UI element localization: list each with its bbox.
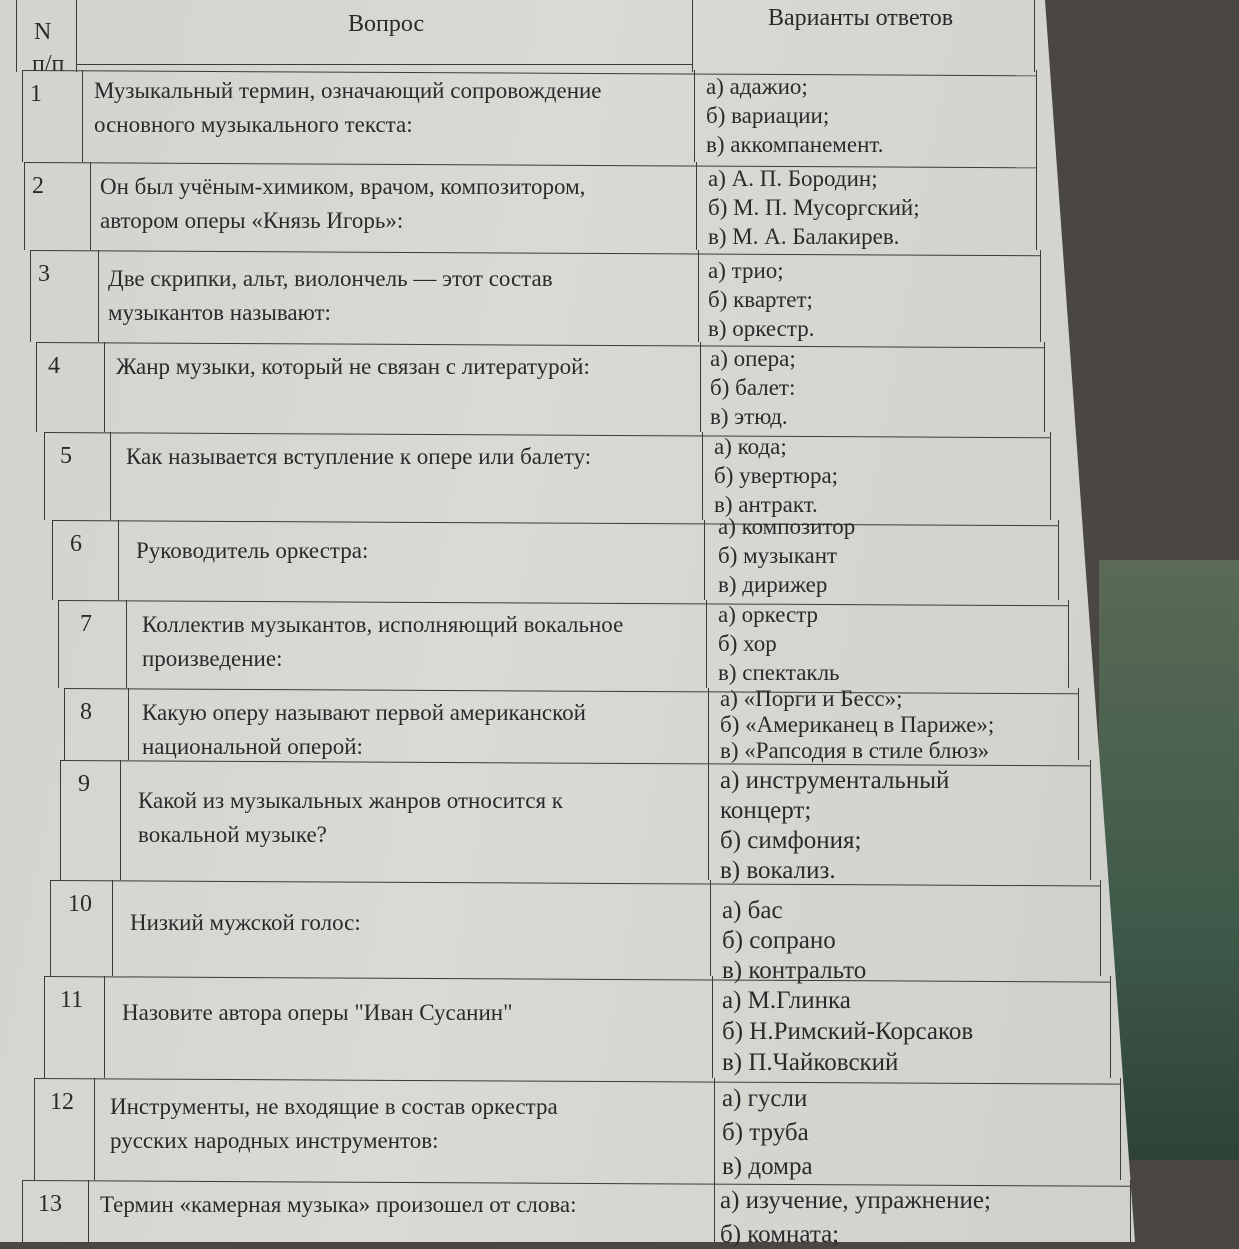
answer-option: в) П.Чайковский: [722, 1049, 899, 1076]
left-border: [36, 342, 37, 432]
col-divider-1: [110, 432, 111, 520]
left-border: [64, 688, 65, 760]
right-border: [1036, 162, 1037, 250]
answer-option: в) М. А. Балакирев.: [708, 224, 900, 249]
answer-option: а) гусли: [722, 1085, 808, 1112]
row-number: 13: [38, 1191, 62, 1217]
col-divider-1: [82, 70, 83, 162]
answer-option: б) М. П. Мусоргский;: [708, 195, 920, 220]
col-divider-2: [700, 342, 701, 432]
left-border: [58, 600, 59, 688]
col-divider-1: [120, 760, 121, 880]
row-rule: [24, 162, 1036, 168]
row-rule: [44, 432, 1050, 438]
left-border: [16, 0, 17, 72]
answer-option: а) кода;: [714, 434, 787, 459]
row-number: 10: [68, 891, 92, 917]
row-number: 6: [70, 531, 82, 557]
row-number: 9: [78, 771, 90, 797]
row-number: 3: [38, 261, 50, 287]
answer-option: б) балет:: [710, 375, 796, 400]
col-divider-1: [94, 1078, 95, 1180]
col-divider-1: [112, 880, 113, 976]
answer-option: б) «Американец в Париже»;: [720, 712, 995, 737]
col-divider-2: [704, 520, 705, 600]
answer-option: б) увертюра;: [714, 463, 839, 488]
question-text: Музыкальный термин, означающий сопровождение основного музыкального текста:: [94, 78, 602, 137]
row-rule: [36, 342, 1044, 348]
answer-option: в) этюд.: [710, 404, 788, 429]
answer-option: б) симфония;: [720, 827, 862, 854]
answer-option: в) контральто: [722, 957, 867, 984]
right-border: [1078, 688, 1079, 760]
question-text: Назовите автора оперы "Иван Сусанин": [122, 1000, 513, 1025]
answer-option: а) А. П. Бородин;: [708, 166, 878, 191]
question-text: Какой из музыкальных жанров относится к вокальной музыке?: [138, 788, 563, 847]
answer-option: в) аккомпанемент.: [706, 132, 884, 157]
col-divider-2: [712, 976, 713, 1078]
answer-option: в) спектакль: [718, 660, 840, 685]
col-divider-1: [128, 688, 129, 760]
left-border: [24, 162, 25, 250]
col-divider-1: [90, 162, 91, 250]
answer-option: а) адажио;: [706, 74, 808, 99]
question-text: Коллектив музыкантов, исполняющий вокальное произведение:: [142, 612, 624, 671]
right-border: [1044, 342, 1045, 432]
right-border: [1058, 520, 1059, 600]
row-number: 8: [80, 699, 92, 725]
col-divider-1: [98, 250, 99, 342]
answer-option: а) трио;: [708, 258, 784, 283]
col-divider-2: [696, 162, 697, 250]
left-border: [60, 760, 61, 880]
row-rule: [44, 976, 1110, 983]
question-text: Как называется вступление к опере или балету:: [126, 444, 592, 469]
col-divider-1: [88, 1180, 89, 1242]
right-border: [1050, 432, 1051, 520]
row-number: 7: [80, 611, 92, 637]
answer-option: в) оркестр.: [708, 316, 815, 341]
question-text: Две скрипки, альт, виолончель — этот состав музыкантов называют:: [108, 266, 553, 325]
left-border: [30, 250, 31, 342]
answer-option: б) труба: [722, 1119, 809, 1146]
left-border: [44, 432, 45, 520]
answer-option: а) бас: [722, 897, 783, 924]
answer-option: а) «Порги и Бесс»;: [720, 686, 903, 711]
col-divider-1: [76, 0, 77, 72]
right-border: [1130, 1180, 1131, 1242]
right-border: [1100, 880, 1101, 976]
answer-option: а) инструментальный: [720, 767, 950, 794]
col-divider-2: [710, 880, 711, 976]
answer-option: б) комната;: [720, 1221, 840, 1248]
right-border: [1034, 0, 1035, 72]
row-number: 12: [50, 1089, 74, 1115]
left-border: [52, 520, 53, 600]
answer-option: в) дирижер: [718, 572, 828, 597]
question-text: Низкий мужской голос:: [130, 910, 361, 935]
right-border: [1090, 760, 1091, 880]
col-divider-2: [698, 250, 699, 342]
header-question: Вопрос: [348, 11, 425, 37]
right-border: [1110, 976, 1111, 1078]
col-divider-2: [702, 432, 703, 520]
left-border: [34, 1078, 35, 1180]
answer-option: концерт;: [720, 797, 812, 824]
left-border: [44, 976, 45, 1078]
left-border: [22, 70, 23, 162]
answer-option: в) вокализ.: [720, 857, 836, 884]
question-text: Какую оперу называют первой американской национальной оперой:: [142, 700, 586, 759]
row-number: 5: [60, 443, 72, 469]
answer-option: б) квартет;: [708, 287, 813, 312]
header-answers: Варианты ответов: [768, 5, 954, 31]
row-number: 4: [48, 353, 60, 379]
header-num-line2: п/п: [32, 51, 65, 77]
answer-option: а) М.Глинка: [722, 987, 851, 1014]
question-text: Термин «камерная музыка» произошел от слова:: [100, 1192, 577, 1217]
answer-option: а) оркестр: [718, 602, 819, 627]
right-border: [1036, 70, 1037, 162]
row-rule: [52, 520, 1058, 526]
question-text: Руководитель оркестра:: [136, 538, 369, 563]
answer-option: в) «Рапсодия в стиле блюз»: [720, 738, 990, 763]
row-number: 11: [60, 987, 84, 1013]
col-divider-2: [714, 1078, 715, 1180]
left-border: [22, 1180, 23, 1242]
answer-option: б) Н.Римский-Корсаков: [722, 1018, 974, 1045]
question-text: Жанр музыки, который не связан с литературой:: [116, 354, 590, 379]
right-border: [1040, 250, 1041, 342]
question-text: Он был учёным-химиком, врачом, композитором, автором оперы «Князь Игорь»:: [100, 174, 586, 233]
question-text: Инструменты, не входящие в состав оркестра русских народных инструментов:: [110, 1094, 558, 1153]
row-number: 2: [32, 173, 44, 199]
answer-option: б) музыкант: [718, 543, 838, 568]
answer-option: в) домра: [722, 1153, 813, 1180]
row-rule: [58, 600, 1068, 606]
right-border: [1120, 1078, 1121, 1180]
col-divider-2: [706, 600, 707, 688]
col-divider-1: [104, 342, 105, 432]
row-rule: [64, 688, 1078, 694]
col-divider-1: [118, 520, 119, 600]
col-divider-2: [692, 0, 693, 72]
answer-option: а) изучение, упражнение;: [720, 1187, 991, 1214]
col-divider-1: [126, 600, 127, 688]
answer-option: а) композитор: [718, 514, 856, 539]
answer-option: б) хор: [718, 631, 777, 656]
col-divider-1: [104, 976, 105, 1078]
answer-option: б) вариации;: [706, 103, 830, 128]
answer-option: б) сопрано: [722, 927, 836, 954]
left-border: [50, 880, 51, 976]
col-divider-2: [708, 760, 709, 880]
row-rule: [34, 1078, 1120, 1085]
row-rule: [50, 880, 1100, 886]
row-number: 1: [30, 81, 42, 107]
header-rule: [76, 64, 692, 65]
header-num-line1: N: [34, 19, 52, 45]
col-divider-2: [708, 688, 709, 760]
answer-option: в) антракт.: [714, 492, 818, 517]
right-border: [1068, 600, 1069, 688]
answer-option: а) опера;: [710, 346, 796, 371]
col-divider-2: [694, 70, 695, 162]
col-divider-2: [714, 1180, 715, 1242]
